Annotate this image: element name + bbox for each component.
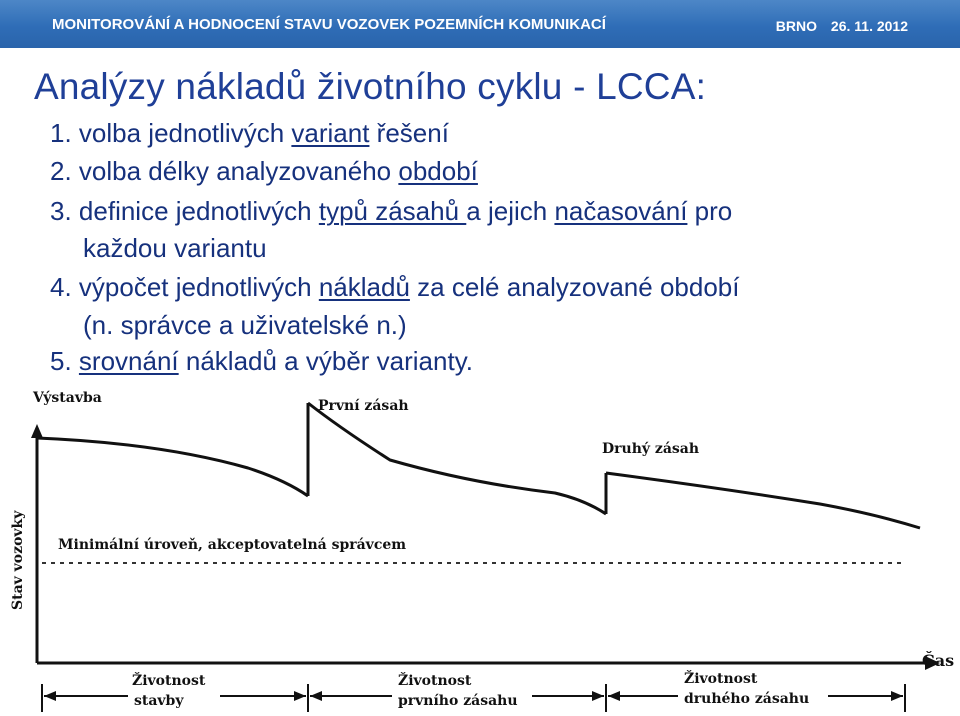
arrowhead <box>891 691 903 701</box>
condition-curve-second <box>606 473 920 528</box>
label-first-intervention: První zásah <box>318 398 409 414</box>
lifetime-first-line1: Životnost <box>398 673 472 689</box>
lifetime-construction-line2: stavby <box>134 693 184 709</box>
step-number: 3. <box>50 196 72 226</box>
step-text: výpočet jednotlivých <box>78 272 319 302</box>
step-text: pro <box>687 196 733 226</box>
y-axis-arrowhead <box>31 424 43 438</box>
arrowhead <box>592 691 604 701</box>
step-text: nákladů a výběr varianty. <box>178 346 473 376</box>
step-text: volba délky analyzovaného <box>78 156 399 186</box>
step-1 <box>50 118 449 148</box>
header-city: BRNO <box>775 18 818 34</box>
step-2 <box>50 156 478 186</box>
step-underlined-text: srovnání <box>78 346 179 376</box>
condition-curve-construction <box>37 438 308 496</box>
arrowhead <box>44 691 56 701</box>
step-underlined-text: variant <box>291 118 370 148</box>
label-construction: Výstavba <box>33 390 102 406</box>
label-minimum-level: Minimální úroveň, akceptovatelná správcem <box>58 537 407 553</box>
step-4 <box>50 272 739 302</box>
step-3-continuation: každou variantu <box>83 233 267 263</box>
step-underlined-text: nákladů <box>318 272 410 302</box>
header-date: 26. 11. 2012 <box>830 18 908 34</box>
step-number: 2. <box>50 156 72 186</box>
step-text: definice jednotlivých <box>78 196 319 226</box>
step-4-continuation: (n. správce a uživatelské n.) <box>83 310 407 340</box>
label-second-intervention: Druhý zásah <box>602 441 700 457</box>
step-3 <box>50 196 732 226</box>
arrowhead <box>608 691 620 701</box>
arrowhead <box>310 691 322 701</box>
step-number: 1. <box>50 118 72 148</box>
header-title: MONITOROVÁNÍ A HODNOCENÍ STAVU VOZOVEK POZEMNÍCH KOMUNIKACÍ <box>52 16 606 33</box>
lifetime-second-line1: Životnost <box>684 671 758 687</box>
slide-title: Analýzy nákladů životního cyklu - LCCA: <box>34 66 707 107</box>
step-underlined-text: typů zásahů <box>318 196 467 226</box>
step-text: a jejich <box>466 196 555 226</box>
pavement-lifecycle-diagram <box>0 378 960 716</box>
header-meta <box>776 18 908 34</box>
header-bar <box>0 0 960 50</box>
step-number: 4. <box>50 272 72 302</box>
step-underlined-text: načasování <box>554 196 688 226</box>
arrowhead <box>294 691 306 701</box>
step-5 <box>50 346 473 376</box>
step-text: řešení <box>369 118 449 148</box>
lifetime-construction-line1: Životnost <box>132 673 206 689</box>
label-y-axis: Stav vozovky <box>10 510 26 610</box>
step-underlined-text: období <box>398 156 478 186</box>
label-x-axis: Čas <box>922 651 955 670</box>
condition-curve-first <box>308 403 606 514</box>
step-text: za celé analyzované období <box>409 272 740 302</box>
step-text: volba jednotlivých <box>78 118 292 148</box>
lifetime-first-line2: prvního zásahu <box>398 693 518 709</box>
lifetime-second-line2: druhého zásahu <box>684 691 810 707</box>
step-number: 5. <box>50 346 72 376</box>
